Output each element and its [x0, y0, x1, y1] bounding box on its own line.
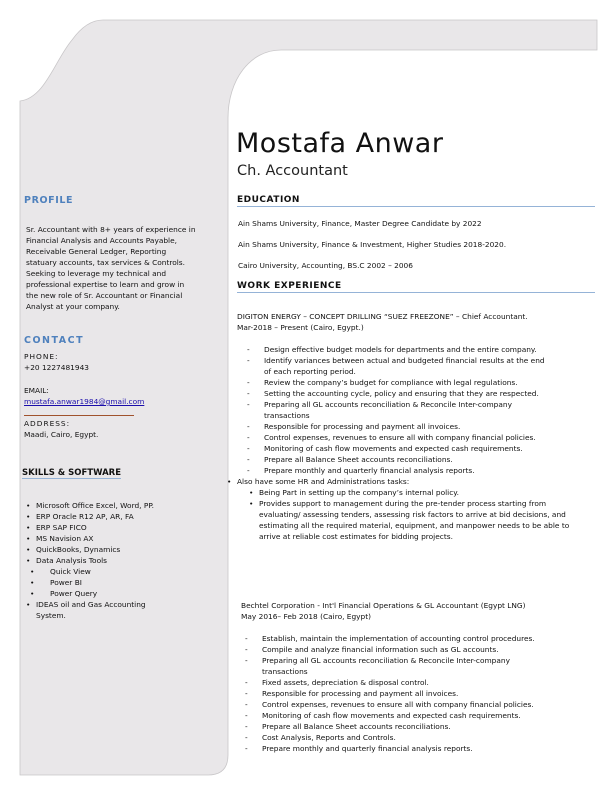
- job-duties: [247, 344, 547, 476]
- duty-item: - Identify variances between actual and budgeted financial results at the end of each reporting period.: [247, 355, 547, 377]
- email-link[interactable]: mustafa.anwar1984@gmail.com: [24, 397, 145, 406]
- tool-item: • Power BI: [28, 577, 199, 588]
- duty-item: - Control expenses, revenues to ensure all with company financial policies.: [245, 699, 545, 710]
- duty-item: - Cost Analysis, Reports and Controls.: [245, 732, 545, 743]
- candidate-title: Ch. Accountant: [237, 163, 348, 179]
- education-item: Ain Shams University, Finance, Master Degree Candidate by 2022: [238, 219, 482, 228]
- tool-item: • Power Query: [28, 588, 199, 599]
- extra-list: [247, 487, 587, 542]
- work-heading: WORK EXPERIENCE: [237, 281, 595, 293]
- skill-item: [24, 555, 199, 599]
- skill-item: • ERP SAP FICO: [24, 522, 199, 533]
- job-title: DIGITON ENERGY – CONCEPT DRILLING “SUEZ FREEZONE” – Chief Accountant.: [237, 312, 528, 321]
- duty-item: - Review the company’s budget for compliance with legal regulations.: [247, 377, 547, 388]
- duty-item: - Preparing all GL accounts reconciliation & Reconcile Inter-company transactions: [245, 655, 545, 677]
- email-label: EMAIL:: [24, 386, 49, 395]
- duty-item: - Setting the accounting cycle, policy and ensuring that they are respected.: [247, 388, 547, 399]
- skills-list: [24, 500, 199, 621]
- duty-item: - Design effective budget models for departments and the entire company.: [247, 344, 547, 355]
- extra-item: • Provides support to management during the pre-tender process starting from evaluating/ assessing tenders, assessing risk factors to arrive at bid decisions, and estimating all the required material, equipment, and manpower needs to be able to arrive at reliable cost estimates for bidding projects.: [247, 498, 587, 542]
- skills-heading: SKILLS & SOFTWARE: [22, 468, 122, 478]
- skill-item: • IDEAS oil and Gas Accounting System.: [24, 599, 166, 621]
- skill-item: • QuickBooks, Dynamics: [24, 544, 199, 555]
- duty-item: - Monitoring of cash flow movements and expected cash requirements.: [247, 443, 547, 454]
- skill-item: • MS Navision AX: [24, 533, 199, 544]
- extra-heading-text: Also have some HR and Administrations tasks:: [237, 477, 410, 486]
- job-duties: [245, 633, 545, 754]
- contact-divider: [24, 415, 134, 416]
- education-item: Ain Shams University, Finance & Investment, Higher Studies 2018-2020.: [238, 240, 507, 249]
- address-value: Maadi, Cairo, Egypt.: [24, 430, 99, 439]
- job-title: Bechtel Corporation - Int'l Financial Operations & GL Accountant (Egypt LNG): [241, 601, 526, 610]
- profile-text: Sr. Accountant with 8+ years of experience in Financial Analysis and Accounts Payable, Receivable General Ledger, Reporting statuary accounts, tax services & Controls. Seeking to leverage my technical and professional expertise to learn and grow in the new role of Sr. Accountant or Financial Analyst at your company.: [26, 225, 196, 311]
- duty-item: - Monitoring of cash flow movements and expected cash requirements.: [245, 710, 545, 721]
- job-period: May 2016– Feb 2018 (Cairo, Egypt): [241, 612, 372, 621]
- skill-item: • ERP Oracle R12 AP, AR, FA: [24, 511, 199, 522]
- data-tools-list: [28, 566, 199, 599]
- duty-item: - Responsible for processing and payment all invoices.: [245, 688, 545, 699]
- duty-item: - Prepare monthly and quarterly financial analysis reports.: [245, 743, 545, 754]
- education-item: Cairo University, Accounting, BS.C 2002 – 2006: [238, 261, 413, 270]
- skill-label: Data Analysis Tools: [36, 556, 107, 565]
- job-1: [237, 311, 602, 542]
- duty-item: - Preparing all GL accounts reconciliation & Reconcile Inter-company transactions: [247, 399, 547, 421]
- education-heading: EDUCATION: [237, 195, 595, 207]
- extra-tasks: [225, 476, 602, 542]
- duty-item: - Responsible for processing and payment all invoices.: [247, 421, 547, 432]
- job-period: Mar-2018 – Present (Cairo, Egypt.): [237, 323, 364, 332]
- duty-item: - Prepare monthly and quarterly financial analysis reports.: [247, 465, 547, 476]
- tool-item: • Quick View: [28, 566, 199, 577]
- profile-heading: PROFILE: [24, 195, 74, 206]
- extra-heading: [225, 476, 602, 542]
- duty-item: - Prepare all Balance Sheet accounts reconciliations.: [245, 721, 545, 732]
- duty-item: - Compile and analyze financial information such as GL accounts.: [245, 644, 545, 655]
- skill-item: • Microsoft Office Excel, Word, PP.: [24, 500, 199, 511]
- phone-label: PHONE:: [24, 352, 59, 361]
- duty-item: - Fixed assets, depreciation & disposal control.: [245, 677, 545, 688]
- duty-item: - Establish, maintain the implementation of accounting control procedures.: [245, 633, 545, 644]
- contact-heading: CONTACT: [24, 335, 85, 346]
- job-2: [241, 600, 606, 754]
- candidate-name: Mostafa Anwar: [236, 128, 444, 159]
- address-label: ADDRESS:: [24, 419, 71, 428]
- duty-item: - Prepare all Balance Sheet accounts reconciliations.: [247, 454, 547, 465]
- duty-item: - Control expenses, revenues to ensure all with company financial policies.: [247, 432, 547, 443]
- phone-number: +20 1227481943: [24, 363, 89, 372]
- extra-item: • Being Part in setting up the company’s internal policy.: [247, 487, 587, 498]
